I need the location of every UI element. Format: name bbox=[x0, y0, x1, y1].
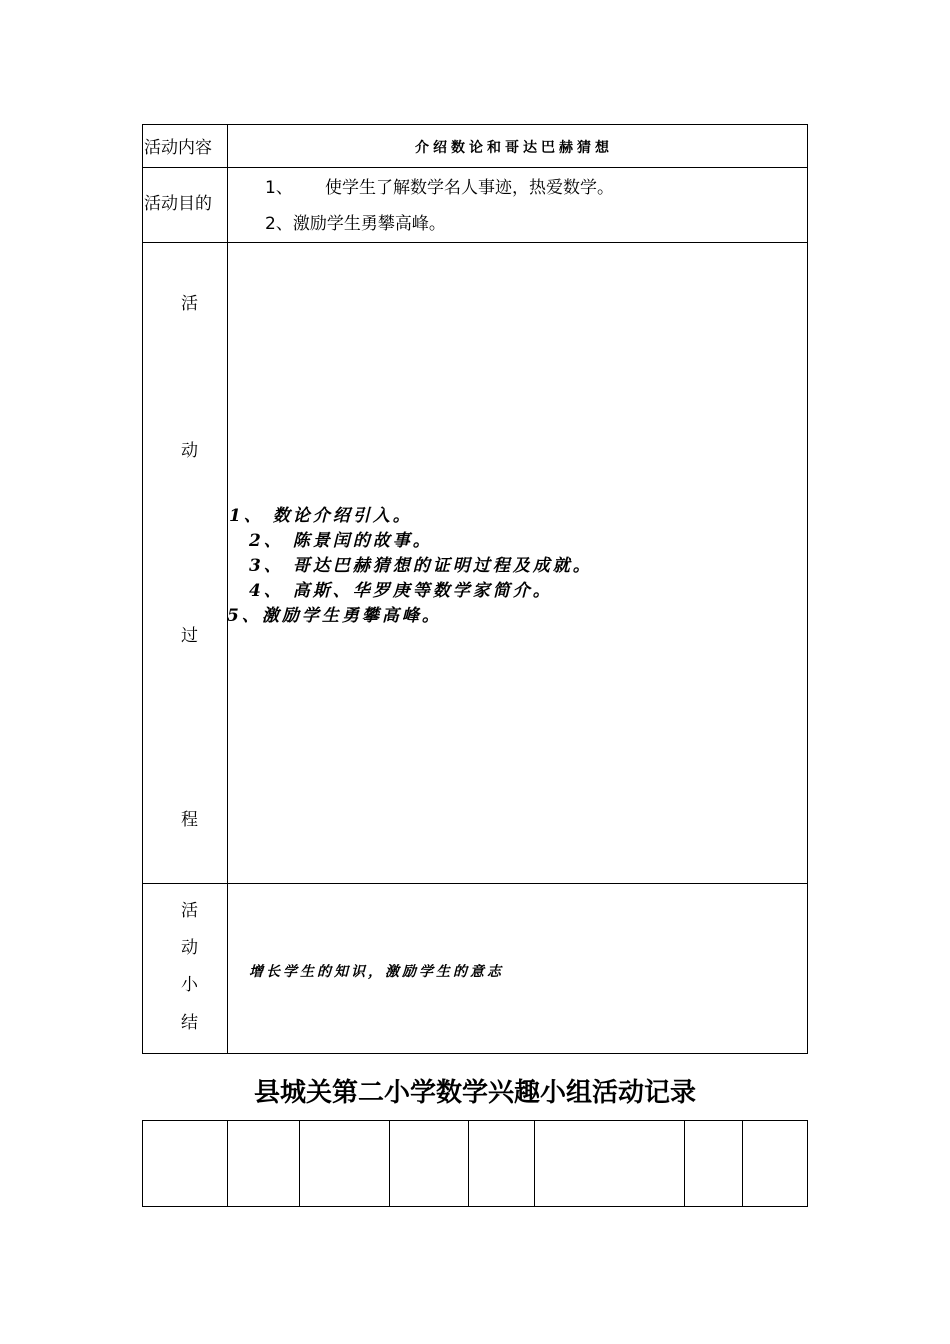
process-item: 5、激励学生勇攀高峰。 bbox=[227, 606, 442, 626]
column-divider bbox=[227, 125, 228, 1053]
column-divider bbox=[534, 1121, 535, 1206]
label-process-char: 程 bbox=[181, 810, 198, 830]
summary-text: 增长学生的知识，激励学生的意志 bbox=[249, 964, 504, 980]
label-activity-purpose: 活动目的 bbox=[144, 194, 212, 214]
purpose-item-2: 2、激励学生勇攀高峰。 bbox=[265, 214, 446, 234]
label-process-char: 活 bbox=[181, 294, 198, 314]
row-divider bbox=[143, 883, 807, 884]
label-process-char: 动 bbox=[181, 441, 198, 461]
page-heading: 县城关第二小学数学兴趣小组活动记录 bbox=[253, 1078, 696, 1108]
column-divider bbox=[742, 1121, 743, 1206]
purpose-item-1-number: 1、 bbox=[265, 178, 293, 198]
label-summary-char: 结 bbox=[181, 1013, 198, 1033]
column-divider bbox=[389, 1121, 390, 1206]
label-activity-content: 活动内容 bbox=[144, 138, 212, 158]
row-divider bbox=[143, 167, 807, 168]
label-summary-char: 活 bbox=[181, 901, 198, 921]
process-item: 3、 哥达巴赫猜想的证明过程及成就。 bbox=[249, 556, 593, 576]
row-divider bbox=[143, 242, 807, 243]
column-divider bbox=[299, 1121, 300, 1206]
process-item: 1、 数论介绍引入。 bbox=[229, 506, 413, 526]
label-summary-char: 小 bbox=[181, 975, 198, 995]
activity-record-table bbox=[142, 124, 808, 1054]
process-item: 2、 陈景闰的故事。 bbox=[249, 531, 433, 551]
empty-record-table bbox=[142, 1120, 808, 1207]
label-summary-char: 动 bbox=[181, 938, 198, 958]
purpose-item-1-text: 使学生了解数学名人事迹，热爱数学。 bbox=[325, 178, 614, 198]
label-process-char: 过 bbox=[181, 626, 198, 646]
process-item: 4、 高斯、华罗庚等数学家简介。 bbox=[249, 581, 553, 601]
activity-content-title: 介绍数论和哥达巴赫猜想 bbox=[415, 140, 613, 156]
column-divider bbox=[468, 1121, 469, 1206]
column-divider bbox=[227, 1121, 228, 1206]
column-divider bbox=[684, 1121, 685, 1206]
